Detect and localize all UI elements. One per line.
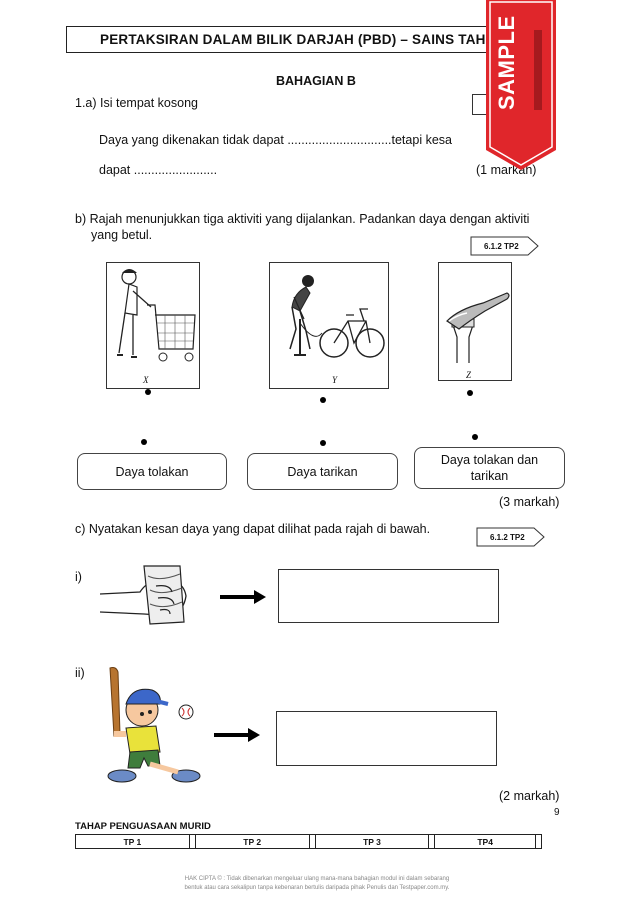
picture-x [106,262,200,389]
footer-line1: HAK CIPTA © : Tidak dibenarkan mengeluar ulang mana-mana bahagian modul ini dalam sebarang [184,876,450,882]
arrow-right-icon-i [220,590,266,604]
mastery-cell-tp1: TP 1 [76,835,190,849]
q1b-line1: b) Rajah menunjukkan tiga aktiviti yang dijalankan. Padankan daya dengan aktiviti [75,212,530,226]
match-dot-z[interactable] [467,390,473,396]
match-dot-tolakan[interactable] [141,439,147,445]
picture-y [269,262,389,389]
q1a-label: 1.a) Isi tempat kosong [75,96,198,110]
q1b-line2: yang betul. [91,228,153,242]
q1b-marks: (3 markah) [499,495,560,509]
picture-z-label: Z [466,370,472,380]
hand-crushing-can-icon [100,562,192,628]
boy-batting-baseball-icon [98,664,208,788]
match-dot-x[interactable] [145,389,151,395]
match-dot-tolakan-tarikan[interactable] [472,434,478,440]
footer-line2: bentuk atau cara sekalipun tanpa kebenaran bertulis daripada pihak Penulis dan Testpaper.com.my. [184,885,450,891]
person-pushing-trolley-icon [107,263,199,373]
mastery-cell-tp4: TP4 [435,835,535,849]
mastery-title: TAHAP PENGUASAAN MURID [75,821,211,832]
tag-b-text: 6.1.2 TP2 [484,242,519,251]
section-title: BAHAGIAN B [276,74,356,88]
picture-z [438,262,512,381]
choice-daya-tolakan-tarikan[interactable]: Daya tolakan dan tarikan [414,447,565,489]
mastery-cell-tp2: TP 2 [195,835,309,849]
q1a-marks: (1 markah) [476,163,537,177]
q1c-marks: (2 markah) [499,789,560,803]
mastery-table [75,834,542,849]
bottle-opener-icon [439,263,511,363]
q1a-line1: Daya yang dikenakan tidak dapat ..............................tetapi kesa [99,133,452,147]
match-dot-tarikan[interactable] [320,440,326,446]
mastery-cell-tp3: TP 3 [315,835,429,849]
match-dot-y[interactable] [320,397,326,403]
choice-daya-tarikan[interactable]: Daya tarikan [247,453,398,490]
answer-box-i[interactable] [278,569,499,623]
item-ii-label: ii) [75,666,85,680]
header-title: PERTAKSIRAN DALAM BILIK DARJAH (PBD) – SAINS TAH [100,32,486,47]
mastery-cell-tp4-box[interactable] [535,835,541,849]
answer-box-ii[interactable] [276,711,497,766]
item-i-label: i) [75,570,82,584]
picture-y-label: Y [332,375,338,385]
picture-x-label: X [143,375,149,385]
q1c-text: c) Nyatakan kesan daya yang dapat dilihat pada rajah di bawah. [75,522,431,536]
sample-stamp-text: SAMPLE [494,15,519,110]
person-pumping-bicycle-icon [270,263,388,373]
arrow-right-icon-ii [214,728,260,742]
page-number: 9 [554,807,560,818]
tag-c-text: 6.1.2 TP2 [490,533,525,542]
q1a-line2: dapat ........................ [99,163,218,177]
choice-daya-tolakan[interactable]: Daya tolakan [77,453,227,490]
